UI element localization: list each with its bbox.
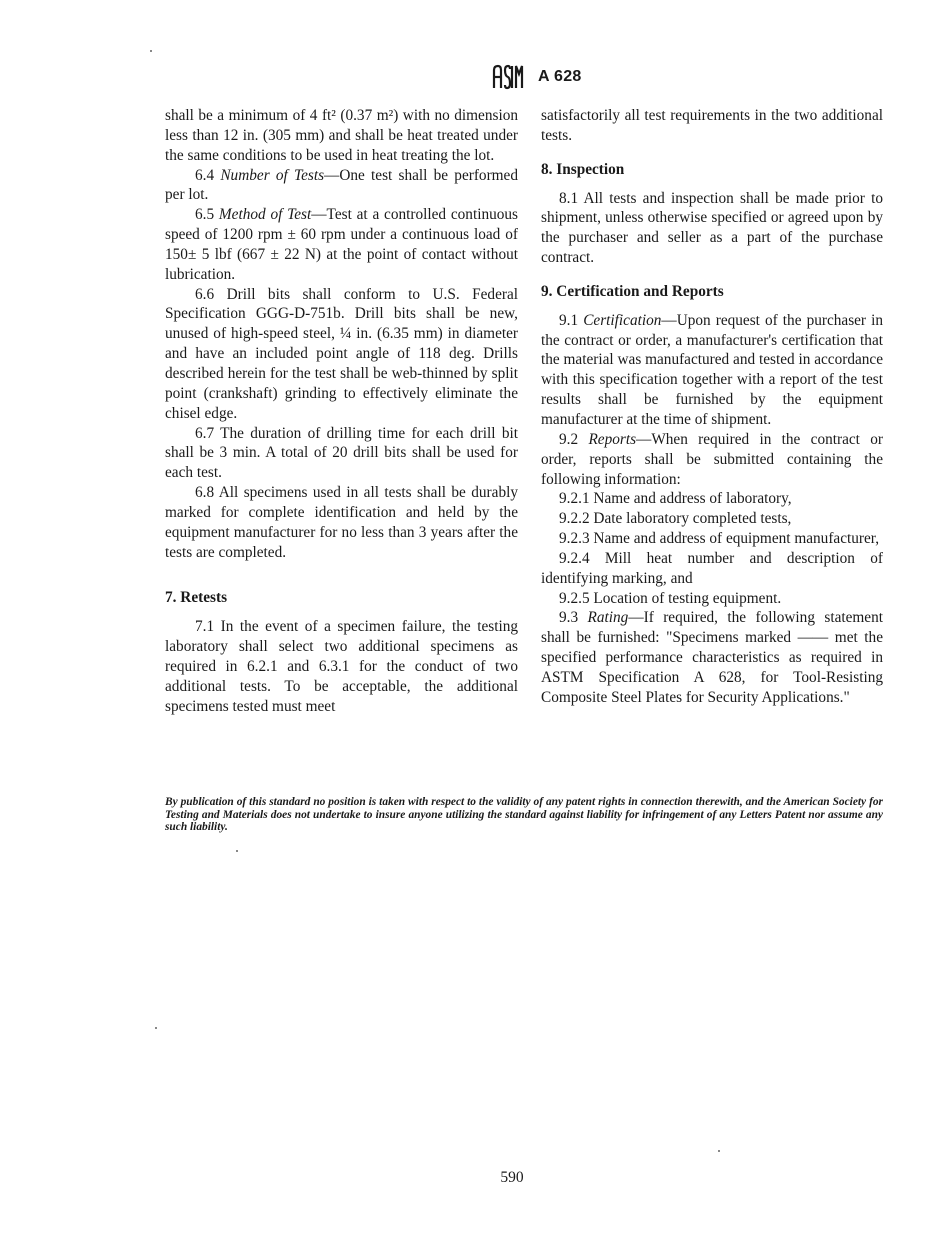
right-column — [541, 106, 883, 708]
standard-designation: A 628 — [538, 68, 582, 85]
paragraph-continuation: shall be a minimum of 4 ft² (0.37 m²) with no dimension less than 12 in. (305 mm) and shall be heat treated under the same conditions to be used in heat treating the lot. — [165, 107, 518, 164]
section-6-7: 6.7 The duration of drilling time for each drill bit shall be 3 min. A total of 20 drill bits shall be used for each test. — [165, 424, 518, 482]
scan-speck — [718, 1150, 720, 1152]
section-9-2-5: 9.2.5 Location of testing equipment. — [559, 589, 782, 607]
section-7-heading: 7. Retests — [165, 589, 228, 607]
section-9-1: 9.1 Certification—Upon request of the purchaser in the contract or order, a manufacturer's certification that the material was manufactured and tested in accordance with this specification together with a report of the test results shall be furnished by the equipment manufacturer at the time of shipment. — [541, 311, 883, 428]
patent-disclaimer: By publication of this standard no position is taken with respect to the validity of any patent rights in connection therewith, and the American Society for Testing and Materials does not undertake to insure anyone utilizing the standard against liability for infringement of any Letters Patent nor assume any such liability. — [165, 796, 883, 834]
section-8-heading: 8. Inspection — [541, 160, 625, 178]
section-9-heading: 9. Certification and Reports — [541, 282, 724, 300]
section-6-8: 6.8 All specimens used in all tests shall be durably marked for complete identification and held by the equipment manufacturer for no less than 3 years after the tests are completed. — [165, 484, 518, 561]
section-9-3: 9.3 Rating—If required, the following statement shall be furnished: "Specimens marked —— met the specified performance characteristics as required in ASTM Specification A 628, for Tool-Resisting Composite Steel Plates for Security Applications." — [541, 609, 883, 706]
section-9-2: 9.2 Reports—When required in the contract or order, reports shall be submitted containing the following information: — [541, 430, 883, 488]
section-6-5: 6.5 Method of Test—Test at a controlled continuous speed of 1200 rpm ± 60 rpm under a continuous load of 150± 5 lbf (667 ± 22 N) at the point of contact without lubrication. — [165, 206, 518, 283]
scan-speck — [155, 1027, 157, 1029]
section-7-1: 7.1 In the event of a specimen failure, the testing laboratory shall select two additional specimens as required in 6.2.1 and 6.3.1 for the conduct of two additional tests. To be acceptable, the additional specimens tested must meet — [165, 618, 518, 715]
section-6-4: 6.4 Number of Tests—One test shall be performed per lot. — [165, 166, 518, 204]
left-column — [165, 106, 518, 716]
astm-logo-icon — [490, 64, 524, 90]
scan-speck — [150, 50, 152, 52]
page-number: 590 — [500, 1169, 524, 1186]
page-header — [490, 64, 582, 90]
section-8-1: 8.1 All tests and inspection shall be made prior to shipment, unless otherwise specified or agreed upon by the purchaser and seller as a part of the purchase contract. — [541, 189, 883, 267]
paragraph-continuation-right: satisfactorily all test requirements in the two additional tests. — [541, 107, 883, 144]
section-6-6: 6.6 Drill bits shall conform to U.S. Federal Specification GGG-D-751b. Drill bits shall be new, unused of high-speed steel, ¼ in. (6.35 mm) in diameter and have an included point angle of 118 deg. Drills described herein for the test shall be web-thinned by split point (crankshaft) grinding to effectively eliminate the chisel edge. — [165, 285, 518, 422]
section-9-2-1: 9.2.1 Name and address of laboratory, — [559, 490, 792, 508]
scan-speck — [236, 850, 238, 852]
section-9-2-3: 9.2.3 Name and address of equipment manufacturer, — [559, 530, 880, 548]
section-9-2-2: 9.2.2 Date laboratory completed tests, — [559, 510, 792, 528]
section-9-2-4: 9.2.4 Mill heat number and description of identifying marking, and — [541, 549, 883, 587]
